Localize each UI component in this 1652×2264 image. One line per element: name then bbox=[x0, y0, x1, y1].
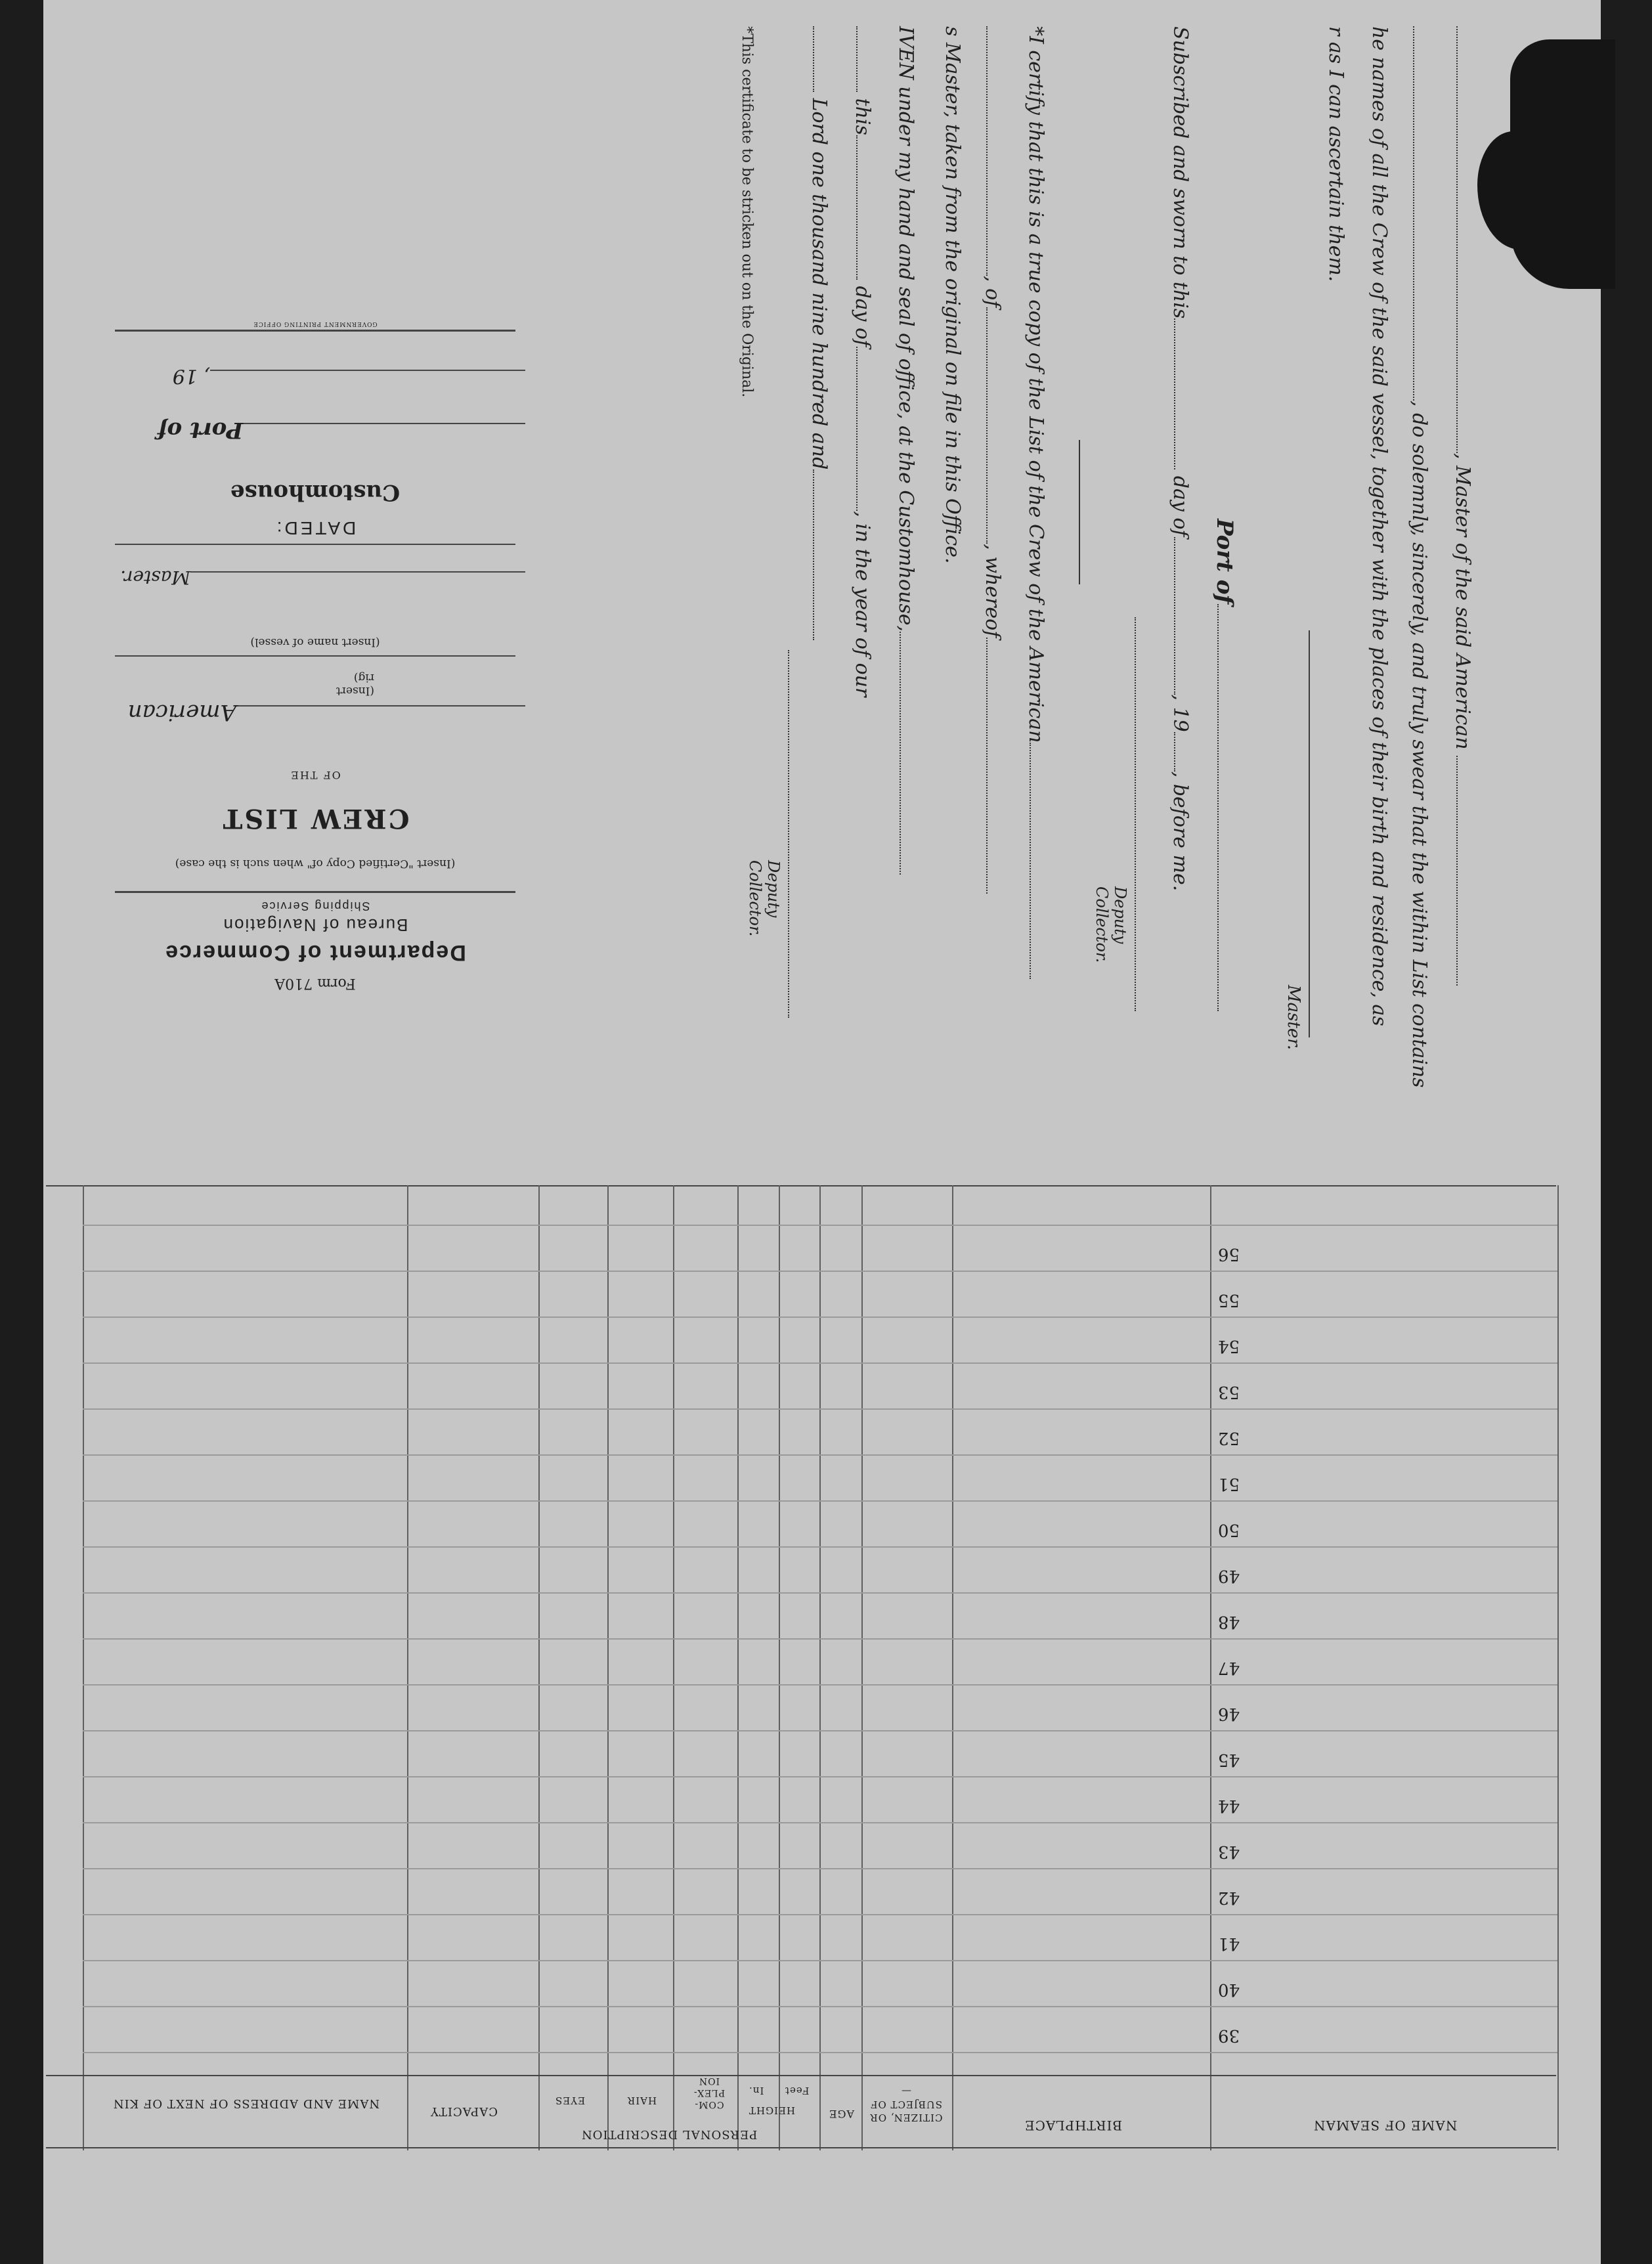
crew-list-title: CREW LIST bbox=[221, 803, 410, 834]
cover-year-label: , 19 bbox=[172, 364, 210, 387]
header-hair: HAIR bbox=[627, 2095, 657, 2106]
cover-master-label: Master. bbox=[120, 567, 190, 588]
lord-line: Lord one thousand nine hundred and bbox=[808, 98, 831, 470]
subscribed-year: , 19 bbox=[1169, 694, 1192, 732]
row-number: 56 bbox=[1218, 1244, 1240, 1264]
row-number: 52 bbox=[1218, 1428, 1240, 1448]
header-next-of-kin: NAME AND ADDRESS OF NEXT OF KIN bbox=[112, 2097, 380, 2110]
row-number: 50 bbox=[1218, 1520, 1240, 1540]
true-copy-line: *I certify that this is a true copy of the List of the Crew of the American bbox=[1024, 26, 1047, 743]
bureau-title: Bureau of Navigation bbox=[222, 915, 408, 935]
form-number: Form 710A bbox=[274, 975, 356, 991]
row-number: 44 bbox=[1218, 1796, 1240, 1816]
header-citizen: CITIZEN, OR SUBJECT OF— bbox=[869, 2085, 943, 2123]
oath-line-3: he names of all the Crew of the said vessel, together with the places of their birth and residence, as bbox=[1368, 26, 1391, 1026]
oath-port-label: Port of bbox=[1211, 519, 1238, 605]
dated-label: DATED: bbox=[274, 518, 357, 538]
american-label: American bbox=[127, 699, 236, 726]
in-the-year-label: , in the year of our bbox=[851, 511, 874, 697]
subscribed-day-of: day of bbox=[1169, 475, 1192, 537]
header-feet: Feet bbox=[785, 2085, 810, 2097]
row-number: 39 bbox=[1218, 2026, 1240, 2045]
cover-port-label: Port of bbox=[157, 417, 243, 443]
day-of-label-2: day of bbox=[851, 286, 874, 347]
master-taken-line: s Master, taken from the original on file in this Office. bbox=[941, 26, 964, 564]
row-number: 53 bbox=[1218, 1382, 1240, 1402]
header-inches: In. bbox=[749, 2085, 764, 2097]
row-number: 43 bbox=[1218, 1842, 1240, 1861]
department-title: Department of Commerce bbox=[164, 940, 466, 965]
certificate-footnote: *This certificate to be stricken out on the Original. bbox=[739, 26, 755, 398]
whereof-label: , whereof bbox=[981, 544, 1004, 638]
row-number: 41 bbox=[1218, 1934, 1240, 1953]
insert-rig-note: (Insert rig) bbox=[336, 671, 374, 697]
document-sheet bbox=[43, 0, 1601, 2264]
header-age: AGE bbox=[829, 2108, 855, 2120]
row-number: 49 bbox=[1218, 1566, 1240, 1586]
header-complexion: COM- PLEX- ION bbox=[693, 2076, 726, 2110]
oath-line-1: , Master of the said American bbox=[1451, 453, 1474, 750]
oath-line-2: , do solemnly, sincerely, and truly swear that the within List contains bbox=[1408, 401, 1431, 1088]
insert-certified-note: (Insert "Certified Copy of" when such is the case) bbox=[175, 857, 456, 870]
deputy-collector-label-1: Deputy Collector. bbox=[1093, 886, 1129, 963]
header-personal-description: PERSONAL DESCRIPTION bbox=[581, 2127, 758, 2141]
deputy-collector-label-2: Deputy Collector. bbox=[746, 860, 783, 937]
printing-office-note: GOVERNMENT PRINTING OFFICE bbox=[253, 320, 378, 327]
header-name-of-seaman: NAME OF SEAMAN bbox=[1313, 2118, 1458, 2133]
row-number: 42 bbox=[1218, 1888, 1240, 1907]
customhouse-label: Customhouse bbox=[230, 479, 401, 506]
header-eyes: EYES bbox=[555, 2095, 586, 2106]
row-number: 40 bbox=[1218, 1980, 1240, 1999]
of-line-mid: , of bbox=[981, 276, 1004, 308]
row-number: 54 bbox=[1218, 1336, 1240, 1356]
row-number: 46 bbox=[1218, 1704, 1240, 1724]
of-the-label: OF THE bbox=[290, 769, 341, 781]
oath-line-4: r as I can ascertain them. bbox=[1324, 26, 1347, 282]
subscribed-label: Subscribed and sworn to this bbox=[1169, 26, 1192, 319]
service-title: Shipping Service bbox=[260, 900, 370, 913]
insert-vessel-note: (Insert name of vessel) bbox=[250, 636, 380, 649]
row-number: 55 bbox=[1218, 1290, 1240, 1310]
header-birthplace: BIRTHPLACE bbox=[1024, 2118, 1123, 2133]
header-capacity: CAPACITY bbox=[430, 2104, 498, 2118]
this-label: this bbox=[851, 98, 874, 135]
header-height: HEIGHT bbox=[749, 2104, 796, 2116]
row-number: 47 bbox=[1218, 1658, 1240, 1678]
master-signature-label: Master. bbox=[1284, 985, 1303, 1051]
before-me-label: , before me. bbox=[1169, 771, 1192, 892]
row-number: 48 bbox=[1218, 1612, 1240, 1632]
given-line: IVEN under my hand and seal of office, at the Customhouse, bbox=[894, 26, 917, 632]
row-number: 51 bbox=[1218, 1474, 1240, 1494]
row-number: 45 bbox=[1218, 1750, 1240, 1770]
